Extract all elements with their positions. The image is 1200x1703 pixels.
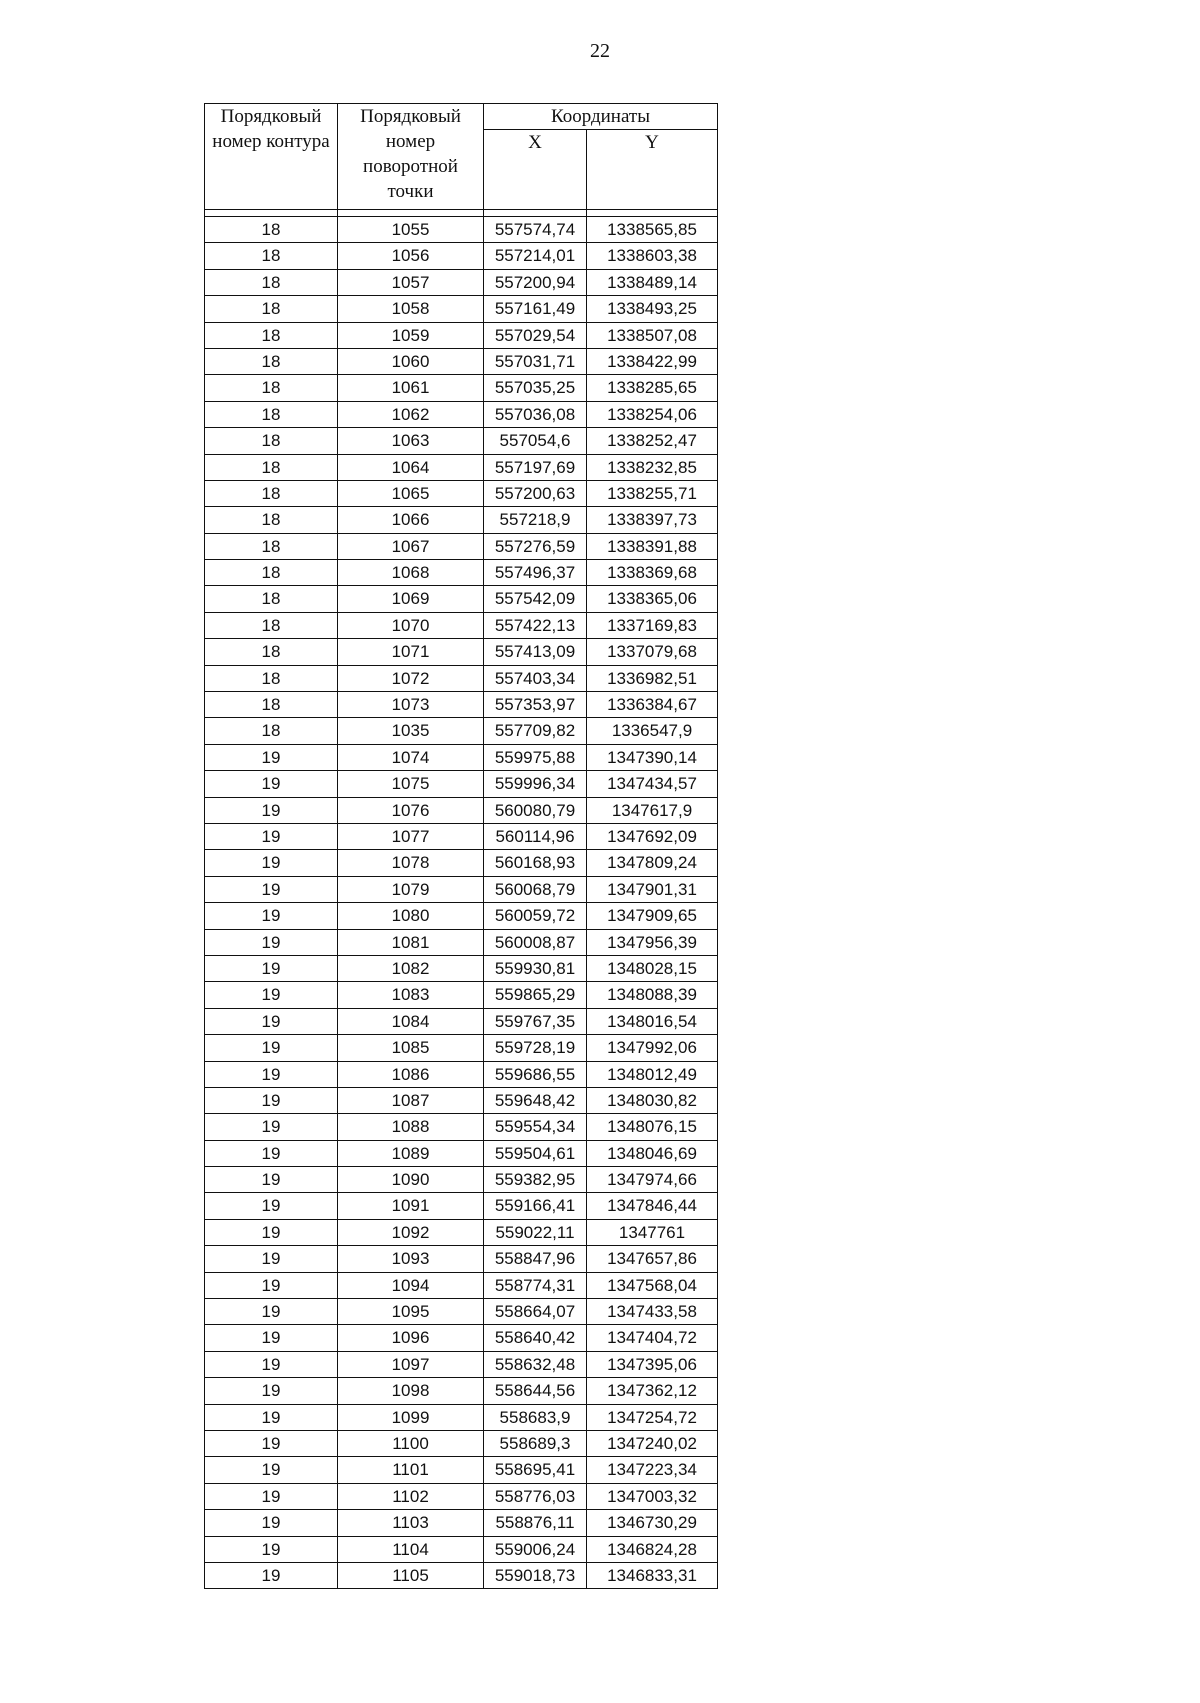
cell-kontur-number: 19 [205, 1061, 338, 1087]
cell-point-number: 1079 [338, 876, 484, 902]
cell-kontur-number: 18 [205, 507, 338, 533]
cell-point-number: 1092 [338, 1219, 484, 1245]
cell-point-number: 1055 [338, 217, 484, 243]
table-row [205, 586, 718, 612]
cell-point-number: 1063 [338, 428, 484, 454]
cell-y: 1338603,38 [587, 243, 718, 269]
table-row [205, 428, 718, 454]
cell-point-number: 1087 [338, 1087, 484, 1113]
cell-kontur-number: 19 [205, 1114, 338, 1140]
cell-kontur-number: 19 [205, 1087, 338, 1113]
cell-x: 559022,11 [484, 1219, 587, 1245]
table-row [205, 718, 718, 744]
cell-y: 1338391,88 [587, 533, 718, 559]
cell-y: 1347223,34 [587, 1457, 718, 1483]
cell-point-number: 1058 [338, 296, 484, 322]
header-y: Y [587, 130, 718, 210]
cell-kontur-number: 19 [205, 1457, 338, 1483]
cell-x: 559767,35 [484, 1008, 587, 1034]
table-row [205, 612, 718, 638]
cell-kontur-number: 19 [205, 850, 338, 876]
cell-point-number: 1089 [338, 1140, 484, 1166]
cell-kontur-number: 19 [205, 1008, 338, 1034]
cell-y: 1347240,02 [587, 1430, 718, 1456]
table-row [205, 771, 718, 797]
cell-kontur-number: 18 [205, 665, 338, 691]
cell-point-number: 1067 [338, 533, 484, 559]
cell-x: 557200,94 [484, 269, 587, 295]
cell-point-number: 1100 [338, 1430, 484, 1456]
cell-x: 557035,25 [484, 375, 587, 401]
cell-point-number: 1056 [338, 243, 484, 269]
cell-x: 558695,41 [484, 1457, 587, 1483]
cell-kontur-number: 19 [205, 955, 338, 981]
cell-y: 1338507,08 [587, 322, 718, 348]
cell-y: 1347390,14 [587, 744, 718, 770]
table-row [205, 1219, 718, 1245]
table-row [205, 1061, 718, 1087]
cell-point-number: 1072 [338, 665, 484, 691]
table-row [205, 1272, 718, 1298]
cell-point-number: 1070 [338, 612, 484, 638]
cell-x: 557709,82 [484, 718, 587, 744]
cell-x: 560068,79 [484, 876, 587, 902]
table-row [205, 692, 718, 718]
cell-x: 558664,07 [484, 1299, 587, 1325]
cell-kontur-number: 18 [205, 401, 338, 427]
cell-y: 1347846,44 [587, 1193, 718, 1219]
cell-x: 557200,63 [484, 480, 587, 506]
cell-y: 1337169,83 [587, 612, 718, 638]
cell-point-number: 1091 [338, 1193, 484, 1219]
cell-x: 557353,97 [484, 692, 587, 718]
cell-x: 558644,56 [484, 1378, 587, 1404]
cell-x: 557422,13 [484, 612, 587, 638]
table-row [205, 744, 718, 770]
cell-point-number: 1099 [338, 1404, 484, 1430]
cell-x: 558683,9 [484, 1404, 587, 1430]
cell-x: 560114,96 [484, 823, 587, 849]
cell-point-number: 1093 [338, 1246, 484, 1272]
cell-x: 558876,11 [484, 1510, 587, 1536]
cell-kontur-number: 18 [205, 639, 338, 665]
table-row [205, 982, 718, 1008]
cell-x: 557496,37 [484, 560, 587, 586]
cell-point-number: 1071 [338, 639, 484, 665]
cell-x: 557214,01 [484, 243, 587, 269]
cell-y: 1347974,66 [587, 1167, 718, 1193]
table-row [205, 1378, 718, 1404]
cell-y: 1348088,39 [587, 982, 718, 1008]
coordinates-table [204, 103, 718, 1589]
cell-x: 559382,95 [484, 1167, 587, 1193]
cell-x: 559728,19 [484, 1035, 587, 1061]
cell-y: 1346730,29 [587, 1510, 718, 1536]
cell-y: 1348046,69 [587, 1140, 718, 1166]
cell-kontur-number: 18 [205, 612, 338, 638]
cell-kontur-number: 18 [205, 454, 338, 480]
cell-y: 1348016,54 [587, 1008, 718, 1034]
table-row [205, 1193, 718, 1219]
cell-x: 557403,34 [484, 665, 587, 691]
cell-y: 1347657,86 [587, 1246, 718, 1272]
cell-x: 560008,87 [484, 929, 587, 955]
table-row [205, 1140, 718, 1166]
table-row [205, 322, 718, 348]
cell-point-number: 1105 [338, 1562, 484, 1588]
cell-y: 1347404,72 [587, 1325, 718, 1351]
cell-point-number: 1085 [338, 1035, 484, 1061]
cell-x: 558776,03 [484, 1483, 587, 1509]
cell-y: 1348030,82 [587, 1087, 718, 1113]
cell-kontur-number: 19 [205, 797, 338, 823]
table-row [205, 823, 718, 849]
cell-y: 1347909,65 [587, 903, 718, 929]
table-row [205, 850, 718, 876]
cell-point-number: 1066 [338, 507, 484, 533]
table-row [205, 401, 718, 427]
cell-y: 1347992,06 [587, 1035, 718, 1061]
cell-point-number: 1062 [338, 401, 484, 427]
cell-point-number: 1078 [338, 850, 484, 876]
cell-x: 560080,79 [484, 797, 587, 823]
cell-point-number: 1068 [338, 560, 484, 586]
table-row [205, 1087, 718, 1113]
cell-y: 1338252,47 [587, 428, 718, 454]
table-row [205, 1536, 718, 1562]
table-row [205, 1299, 718, 1325]
cell-y: 1338493,25 [587, 296, 718, 322]
cell-kontur-number: 19 [205, 744, 338, 770]
cell-kontur-number: 18 [205, 533, 338, 559]
table-row [205, 903, 718, 929]
cell-x: 559504,61 [484, 1140, 587, 1166]
cell-y: 1348028,15 [587, 955, 718, 981]
cell-point-number: 1094 [338, 1272, 484, 1298]
table-row [205, 1351, 718, 1377]
cell-x: 557574,74 [484, 217, 587, 243]
cell-x: 559930,81 [484, 955, 587, 981]
table-row [205, 296, 718, 322]
cell-x: 559686,55 [484, 1061, 587, 1087]
cell-point-number: 1096 [338, 1325, 484, 1351]
header-point-number: Порядковый номер поворотной точки [338, 104, 484, 210]
cell-x: 558774,31 [484, 1272, 587, 1298]
table-row [205, 1008, 718, 1034]
cell-kontur-number: 18 [205, 243, 338, 269]
cell-point-number: 1069 [338, 586, 484, 612]
cell-y: 1338489,14 [587, 269, 718, 295]
cell-point-number: 1077 [338, 823, 484, 849]
table-row [205, 955, 718, 981]
cell-kontur-number: 19 [205, 929, 338, 955]
cell-kontur-number: 18 [205, 217, 338, 243]
cell-x: 559975,88 [484, 744, 587, 770]
cell-x: 558689,3 [484, 1430, 587, 1456]
table-row [205, 217, 718, 243]
cell-x: 557029,54 [484, 322, 587, 348]
cell-y: 1347761 [587, 1219, 718, 1245]
cell-point-number: 1076 [338, 797, 484, 823]
cell-x: 557197,69 [484, 454, 587, 480]
cell-kontur-number: 19 [205, 1483, 338, 1509]
cell-y: 1348012,49 [587, 1061, 718, 1087]
cell-kontur-number: 19 [205, 1562, 338, 1588]
cell-kontur-number: 18 [205, 428, 338, 454]
cell-kontur-number: 19 [205, 1167, 338, 1193]
cell-point-number: 1057 [338, 269, 484, 295]
cell-kontur-number: 19 [205, 1246, 338, 1272]
cell-kontur-number: 18 [205, 322, 338, 348]
cell-kontur-number: 19 [205, 903, 338, 929]
cell-point-number: 1059 [338, 322, 484, 348]
cell-point-number: 1081 [338, 929, 484, 955]
cell-point-number: 1083 [338, 982, 484, 1008]
cell-point-number: 1080 [338, 903, 484, 929]
table-row [205, 375, 718, 401]
cell-kontur-number: 18 [205, 692, 338, 718]
cell-y: 1347692,09 [587, 823, 718, 849]
cell-x: 557054,6 [484, 428, 587, 454]
cell-y: 1338422,99 [587, 348, 718, 374]
table-row [205, 665, 718, 691]
cell-y: 1347617,9 [587, 797, 718, 823]
cell-kontur-number: 19 [205, 1404, 338, 1430]
cell-y: 1338285,65 [587, 375, 718, 401]
cell-x: 559648,42 [484, 1087, 587, 1113]
cell-point-number: 1035 [338, 718, 484, 744]
cell-kontur-number: 19 [205, 1035, 338, 1061]
table-row [205, 876, 718, 902]
table-row [205, 243, 718, 269]
table-row [205, 480, 718, 506]
table-row [205, 1325, 718, 1351]
table-row [205, 560, 718, 586]
cell-y: 1347809,24 [587, 850, 718, 876]
cell-x: 557542,09 [484, 586, 587, 612]
cell-y: 1346824,28 [587, 1536, 718, 1562]
cell-kontur-number: 19 [205, 1510, 338, 1536]
cell-point-number: 1084 [338, 1008, 484, 1034]
cell-point-number: 1065 [338, 480, 484, 506]
cell-kontur-number: 18 [205, 269, 338, 295]
cell-y: 1347434,57 [587, 771, 718, 797]
table-row [205, 454, 718, 480]
cell-kontur-number: 19 [205, 1378, 338, 1404]
cell-y: 1347254,72 [587, 1404, 718, 1430]
cell-x: 558632,48 [484, 1351, 587, 1377]
cell-kontur-number: 19 [205, 1299, 338, 1325]
header-gap-row [205, 210, 718, 217]
cell-y: 1348076,15 [587, 1114, 718, 1140]
cell-x: 557031,71 [484, 348, 587, 374]
cell-x: 560168,93 [484, 850, 587, 876]
table-row [205, 1246, 718, 1272]
cell-kontur-number: 18 [205, 348, 338, 374]
cell-y: 1338565,85 [587, 217, 718, 243]
cell-y: 1338365,06 [587, 586, 718, 612]
cell-kontur-number: 19 [205, 771, 338, 797]
cell-y: 1347901,31 [587, 876, 718, 902]
table-row [205, 1114, 718, 1140]
cell-point-number: 1104 [338, 1536, 484, 1562]
cell-point-number: 1102 [338, 1483, 484, 1509]
cell-x: 559006,24 [484, 1536, 587, 1562]
cell-x: 559018,73 [484, 1562, 587, 1588]
cell-kontur-number: 19 [205, 1193, 338, 1219]
cell-point-number: 1064 [338, 454, 484, 480]
table-row [205, 1167, 718, 1193]
cell-y: 1347956,39 [587, 929, 718, 955]
cell-y: 1338397,73 [587, 507, 718, 533]
cell-kontur-number: 19 [205, 1140, 338, 1166]
table-row [205, 348, 718, 374]
cell-y: 1347362,12 [587, 1378, 718, 1404]
table-row [205, 1404, 718, 1430]
cell-y: 1338369,68 [587, 560, 718, 586]
cell-y: 1336547,9 [587, 718, 718, 744]
cell-x: 559166,41 [484, 1193, 587, 1219]
cell-y: 1346833,31 [587, 1562, 718, 1588]
cell-kontur-number: 19 [205, 823, 338, 849]
cell-point-number: 1061 [338, 375, 484, 401]
cell-kontur-number: 18 [205, 296, 338, 322]
table-row [205, 639, 718, 665]
table-row [205, 1457, 718, 1483]
cell-x: 558640,42 [484, 1325, 587, 1351]
table-body [205, 210, 718, 1589]
cell-y: 1338232,85 [587, 454, 718, 480]
page-number: 22 [590, 40, 610, 62]
header-coordinates: Координаты [484, 104, 718, 130]
cell-x: 557276,59 [484, 533, 587, 559]
table-row [205, 1430, 718, 1456]
cell-point-number: 1075 [338, 771, 484, 797]
cell-point-number: 1090 [338, 1167, 484, 1193]
cell-kontur-number: 19 [205, 982, 338, 1008]
cell-kontur-number: 19 [205, 1219, 338, 1245]
cell-x: 557413,09 [484, 639, 587, 665]
table-row [205, 797, 718, 823]
table-row [205, 929, 718, 955]
table-header [205, 104, 718, 210]
cell-point-number: 1086 [338, 1061, 484, 1087]
cell-x: 558847,96 [484, 1246, 587, 1272]
cell-x: 557036,08 [484, 401, 587, 427]
cell-y: 1336384,67 [587, 692, 718, 718]
cell-x: 560059,72 [484, 903, 587, 929]
cell-kontur-number: 19 [205, 1272, 338, 1298]
cell-kontur-number: 18 [205, 480, 338, 506]
header-kontur-number: Порядковый номер контура [205, 104, 338, 210]
cell-kontur-number: 19 [205, 876, 338, 902]
cell-y: 1347003,32 [587, 1483, 718, 1509]
cell-point-number: 1082 [338, 955, 484, 981]
cell-kontur-number: 18 [205, 586, 338, 612]
cell-kontur-number: 18 [205, 718, 338, 744]
table-row [205, 1562, 718, 1588]
cell-point-number: 1098 [338, 1378, 484, 1404]
table-row [205, 1035, 718, 1061]
cell-x: 559865,29 [484, 982, 587, 1008]
cell-x: 559996,34 [484, 771, 587, 797]
cell-y: 1347395,06 [587, 1351, 718, 1377]
cell-kontur-number: 18 [205, 560, 338, 586]
cell-point-number: 1097 [338, 1351, 484, 1377]
cell-x: 559554,34 [484, 1114, 587, 1140]
cell-point-number: 1073 [338, 692, 484, 718]
table-row [205, 533, 718, 559]
cell-x: 557218,9 [484, 507, 587, 533]
table-row [205, 269, 718, 295]
cell-y: 1347433,58 [587, 1299, 718, 1325]
cell-point-number: 1074 [338, 744, 484, 770]
cell-y: 1338255,71 [587, 480, 718, 506]
cell-y: 1336982,51 [587, 665, 718, 691]
cell-kontur-number: 19 [205, 1536, 338, 1562]
cell-kontur-number: 19 [205, 1351, 338, 1377]
table-row [205, 1510, 718, 1536]
cell-y: 1347568,04 [587, 1272, 718, 1298]
table-row [205, 1483, 718, 1509]
cell-kontur-number: 18 [205, 375, 338, 401]
cell-point-number: 1103 [338, 1510, 484, 1536]
cell-x: 557161,49 [484, 296, 587, 322]
cell-kontur-number: 19 [205, 1325, 338, 1351]
header-x: X [484, 130, 587, 210]
cell-point-number: 1095 [338, 1299, 484, 1325]
cell-point-number: 1060 [338, 348, 484, 374]
cell-y: 1338254,06 [587, 401, 718, 427]
cell-point-number: 1088 [338, 1114, 484, 1140]
cell-kontur-number: 19 [205, 1430, 338, 1456]
cell-y: 1337079,68 [587, 639, 718, 665]
cell-point-number: 1101 [338, 1457, 484, 1483]
table-row [205, 507, 718, 533]
